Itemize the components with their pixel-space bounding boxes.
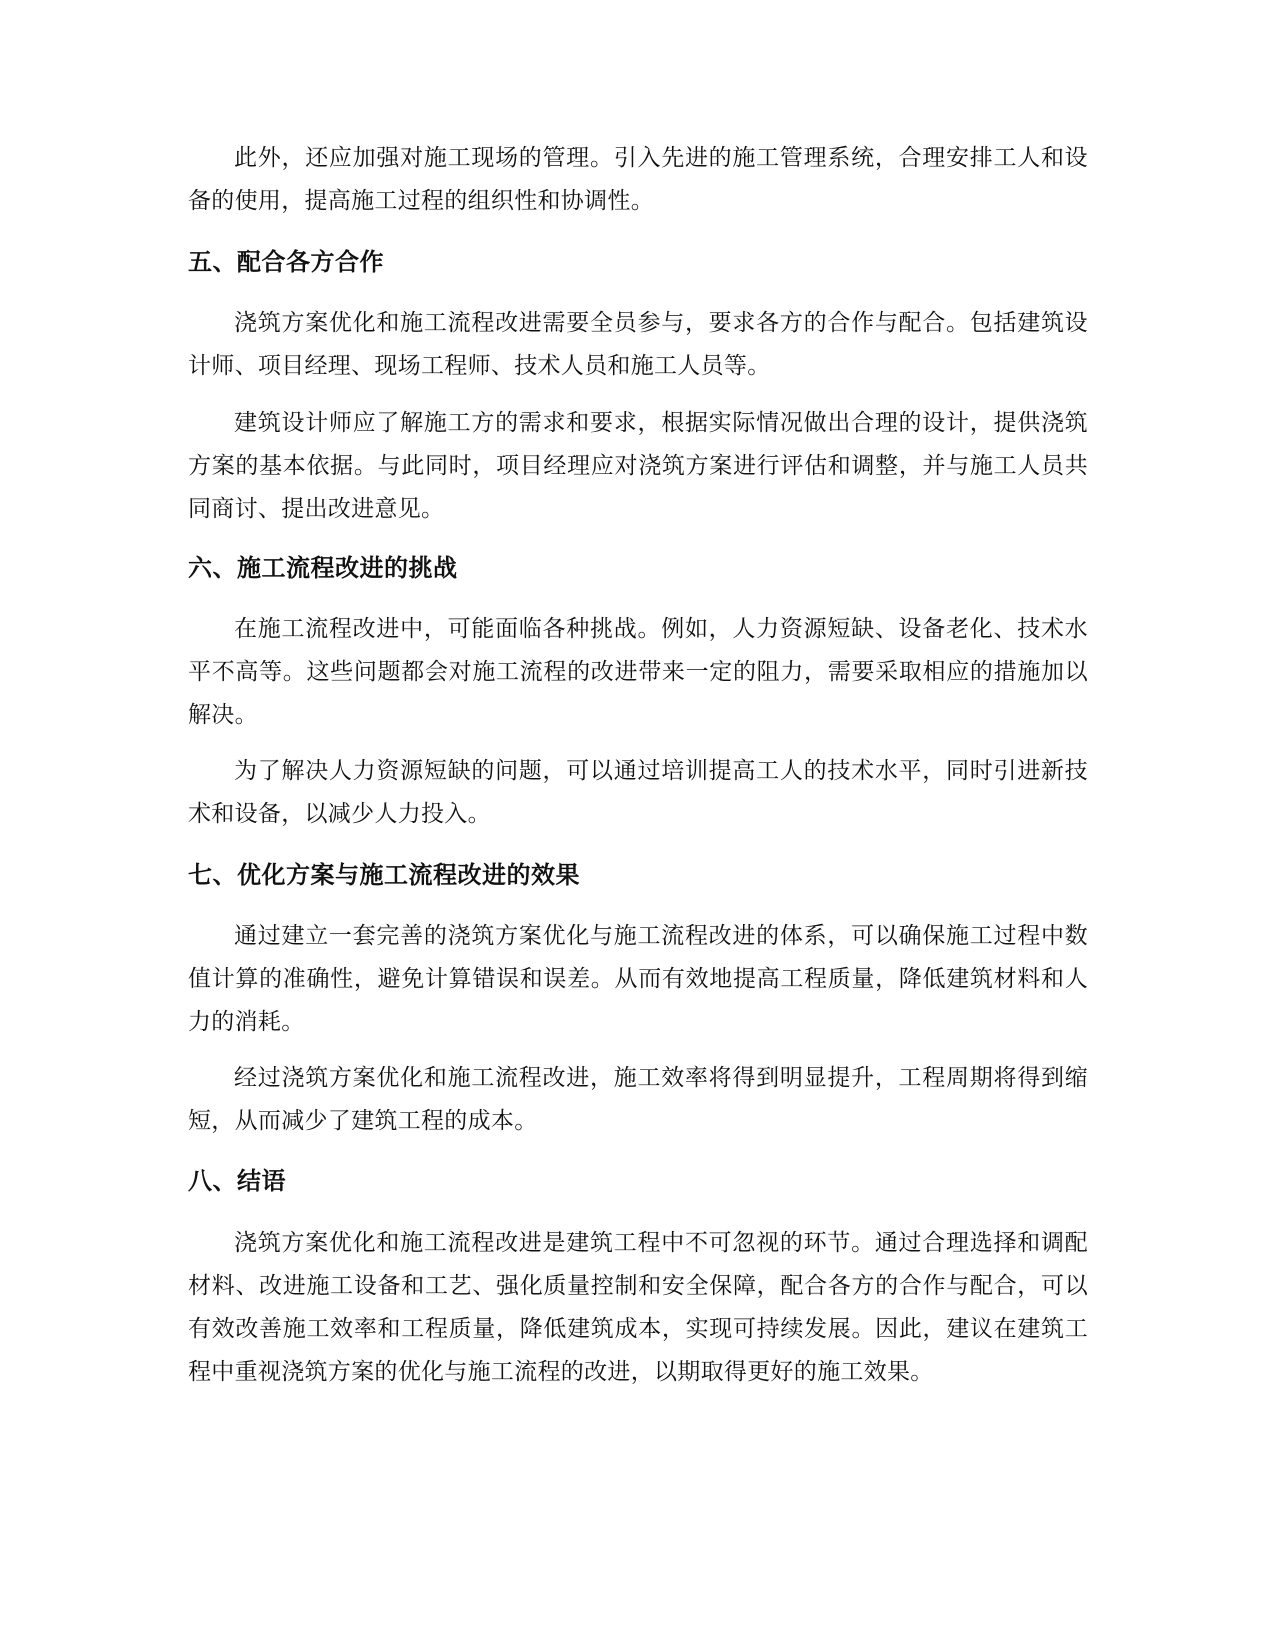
paragraph-7-2: 经过浇筑方案优化和施工流程改进，施工效率将得到明显提升，工程周期将得到缩短，从而减少了建筑工程的成本。 — [188, 1065, 1088, 1134]
paragraph-6-1: 在施工流程改进中，可能面临各种挑战。例如，人力资源短缺、设备老化、技术水平不高等。这些问题都会对施工流程的改进带来一定的阻力，需要采取相应的措施加以解决。 — [188, 616, 1088, 728]
section-heading-6: 六、施工流程改进的挑战 — [188, 554, 458, 582]
paragraph-5-1: 浇筑方案优化和施工流程改进需要全员参与，要求各方的合作与配合。包括建筑设计师、项目经理、现场工程师、技术人员和施工人员等。 — [188, 310, 1088, 379]
paragraph-6-2: 为了解决人力资源短缺的问题，可以通过培训提高工人的技术水平，同时引进新技术和设备，以减少人力投入。 — [188, 758, 1088, 827]
paragraph-7-1: 通过建立一套完善的浇筑方案优化与施工流程改进的体系，可以确保施工过程中数值计算的准确性，避免计算错误和误差。从而有效地提高工程质量，降低建筑材料和人力的消耗。 — [188, 923, 1088, 1035]
section-heading-5: 五、配合各方合作 — [188, 248, 384, 276]
paragraph-8-1: 浇筑方案优化和施工流程改进是建筑工程中不可忽视的环节。通过合理选择和调配材料、改进施工设备和工艺、强化质量控制和安全保障，配合各方的合作与配合，可以有效改善施工效率和工程质量，降低建筑成本，实现可持续发展。因此，建议在建筑工程中重视浇筑方案的优化与施工流程的改进，以期取得更好的施工效果。 — [188, 1230, 1088, 1385]
section-heading-8: 八、结语 — [188, 1167, 286, 1195]
paragraph-5-2: 建筑设计师应了解施工方的需求和要求，根据实际情况做出合理的设计，提供浇筑方案的基本依据。与此同时，项目经理应对浇筑方案进行评估和调整，并与施工人员共同商讨、提出改进意见。 — [188, 410, 1088, 522]
paragraph-site-management: 此外，还应加强对施工现场的管理。引入先进的施工管理系统，合理安排工人和设备的使用，提高施工过程的组织性和协调性。 — [188, 145, 1088, 214]
section-heading-7: 七、优化方案与施工流程改进的效果 — [188, 861, 580, 889]
